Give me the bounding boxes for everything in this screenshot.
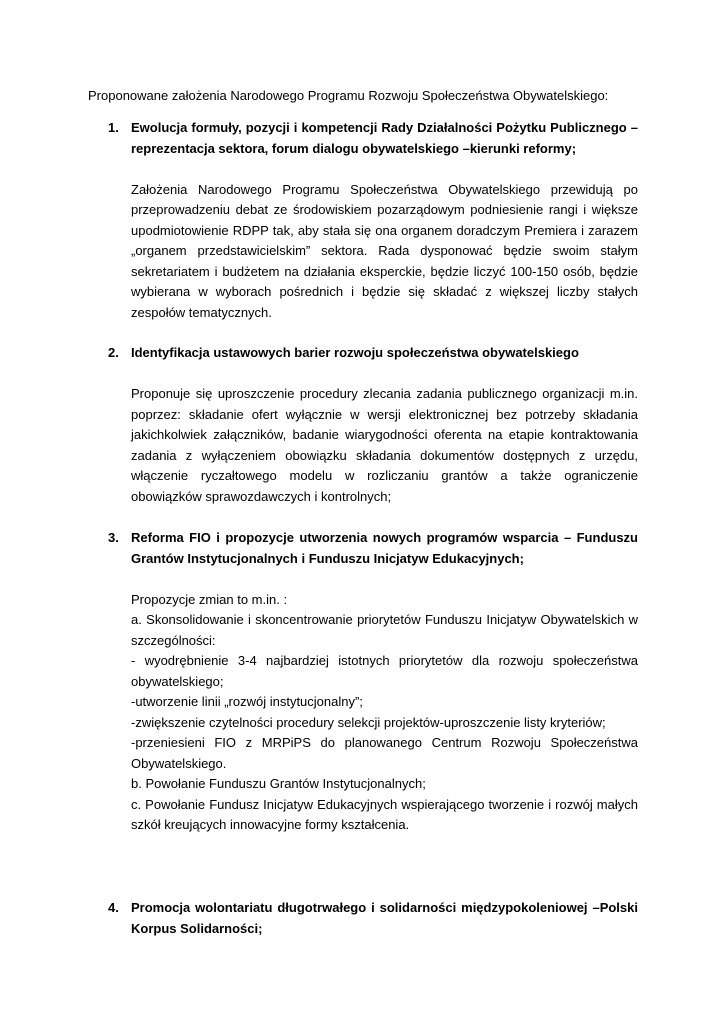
section-number: 3. — [108, 530, 119, 545]
document-intro: Proponowane założenia Narodowego Programu Rozwoju Społeczeństwa Obywatelskiego: — [88, 88, 609, 103]
section-heading: Reforma FIO i propozycje utworzenia nowych programów wsparcia – Funduszu Grantów Instytucjonalnych i Funduszu Inicjatyw Edukacyjnych; — [131, 530, 638, 566]
bullet-item: -utworzenie linii „rozwój instytucjonalny”; — [131, 694, 363, 709]
bullet-item: - wyodrębnienie 3-4 najbardziej istotnych priorytetów dla rozwoju społeczeństwa obywatelskiego; — [131, 653, 638, 689]
section-number: 1. — [108, 120, 119, 135]
section-body — [131, 590, 638, 836]
section-4 — [88, 898, 638, 939]
section-1 — [88, 118, 638, 323]
section-2 — [88, 343, 638, 507]
section-heading: Identyfikacja ustawowych barier rozwoju społeczeństwa obywatelskiego — [131, 345, 579, 360]
point-b: b. Powołanie Funduszu Grantów Instytucjonalnych; — [131, 776, 426, 791]
section-heading: Promocja wolontariatu długotrwałego i solidarności międzypokoleniowej –Polski Korpus Solidarności; — [131, 900, 638, 936]
proposals-intro: Propozycje zmian to m.in. : — [131, 591, 288, 607]
section-body: Proponuje się uproszczenie procedury zlecania zadania publicznego organizacji m.in. poprzez: składanie ofert wyłącznie w wersji elektronicznej bez potrzeby składania jakichkolwiek załączników, badanie wiarygodności oferenta na etapie kontraktowania zadania z wyłączeniem obowiązku składania dokumentów dostępnych z urzędu, włączenie ryczałtowego modelu w rozliczaniu grantów a także ograniczenie obowiązków sprawozdawczych i kontrolnych; — [131, 386, 638, 504]
section-body: Założenia Narodowego Programu Społeczeństwa Obywatelskiego przewidują po przeprowadzeniu debat ze środowiskiem pozarządowym podniesienie rangi i większe upodmiotowienie RDPP tak, aby stała się ona organem doradczym Premiera i zarazem „organem przedstawicielskim” sektora. Rada dysponować będzie swoim stałym sekretariatem i budżetem na działania eksperckie, będzie liczyć 100-150 osób, będzie wybierana w wyborach pośrednich i będzie się składać z większej liczby stałych zespołów tematycznych. — [131, 181, 638, 320]
section-number: 4. — [108, 900, 119, 915]
section-number: 2. — [108, 345, 119, 360]
bullet-item: -przeniesieni FIO z MRPiPS do planowanego Centrum Rozwoju Społeczeństwa Obywatelskiego. — [131, 735, 638, 771]
bullet-item: -zwiększenie czytelności procedury selekcji projektów-uproszczenie listy kryteriów; — [131, 714, 606, 730]
section-3 — [88, 528, 638, 836]
point-a: a. Skonsolidowanie i skoncentrowanie priorytetów Funduszu Inicjatyw Obywatelskich w szczególności: — [131, 612, 638, 648]
section-heading: Ewolucja formuły, pozycji i kompetencji Rady Działalności Pożytku Publicznego – reprezentacja sektora, forum dialogu obywatelskiego –kierunki reformy; — [131, 120, 638, 156]
point-c: c. Powołanie Fundusz Inicjatyw Edukacyjnych wspierającego tworzenie i rozwój małych szkół kreujących innowacyjne formy kształcenia. — [131, 796, 638, 832]
